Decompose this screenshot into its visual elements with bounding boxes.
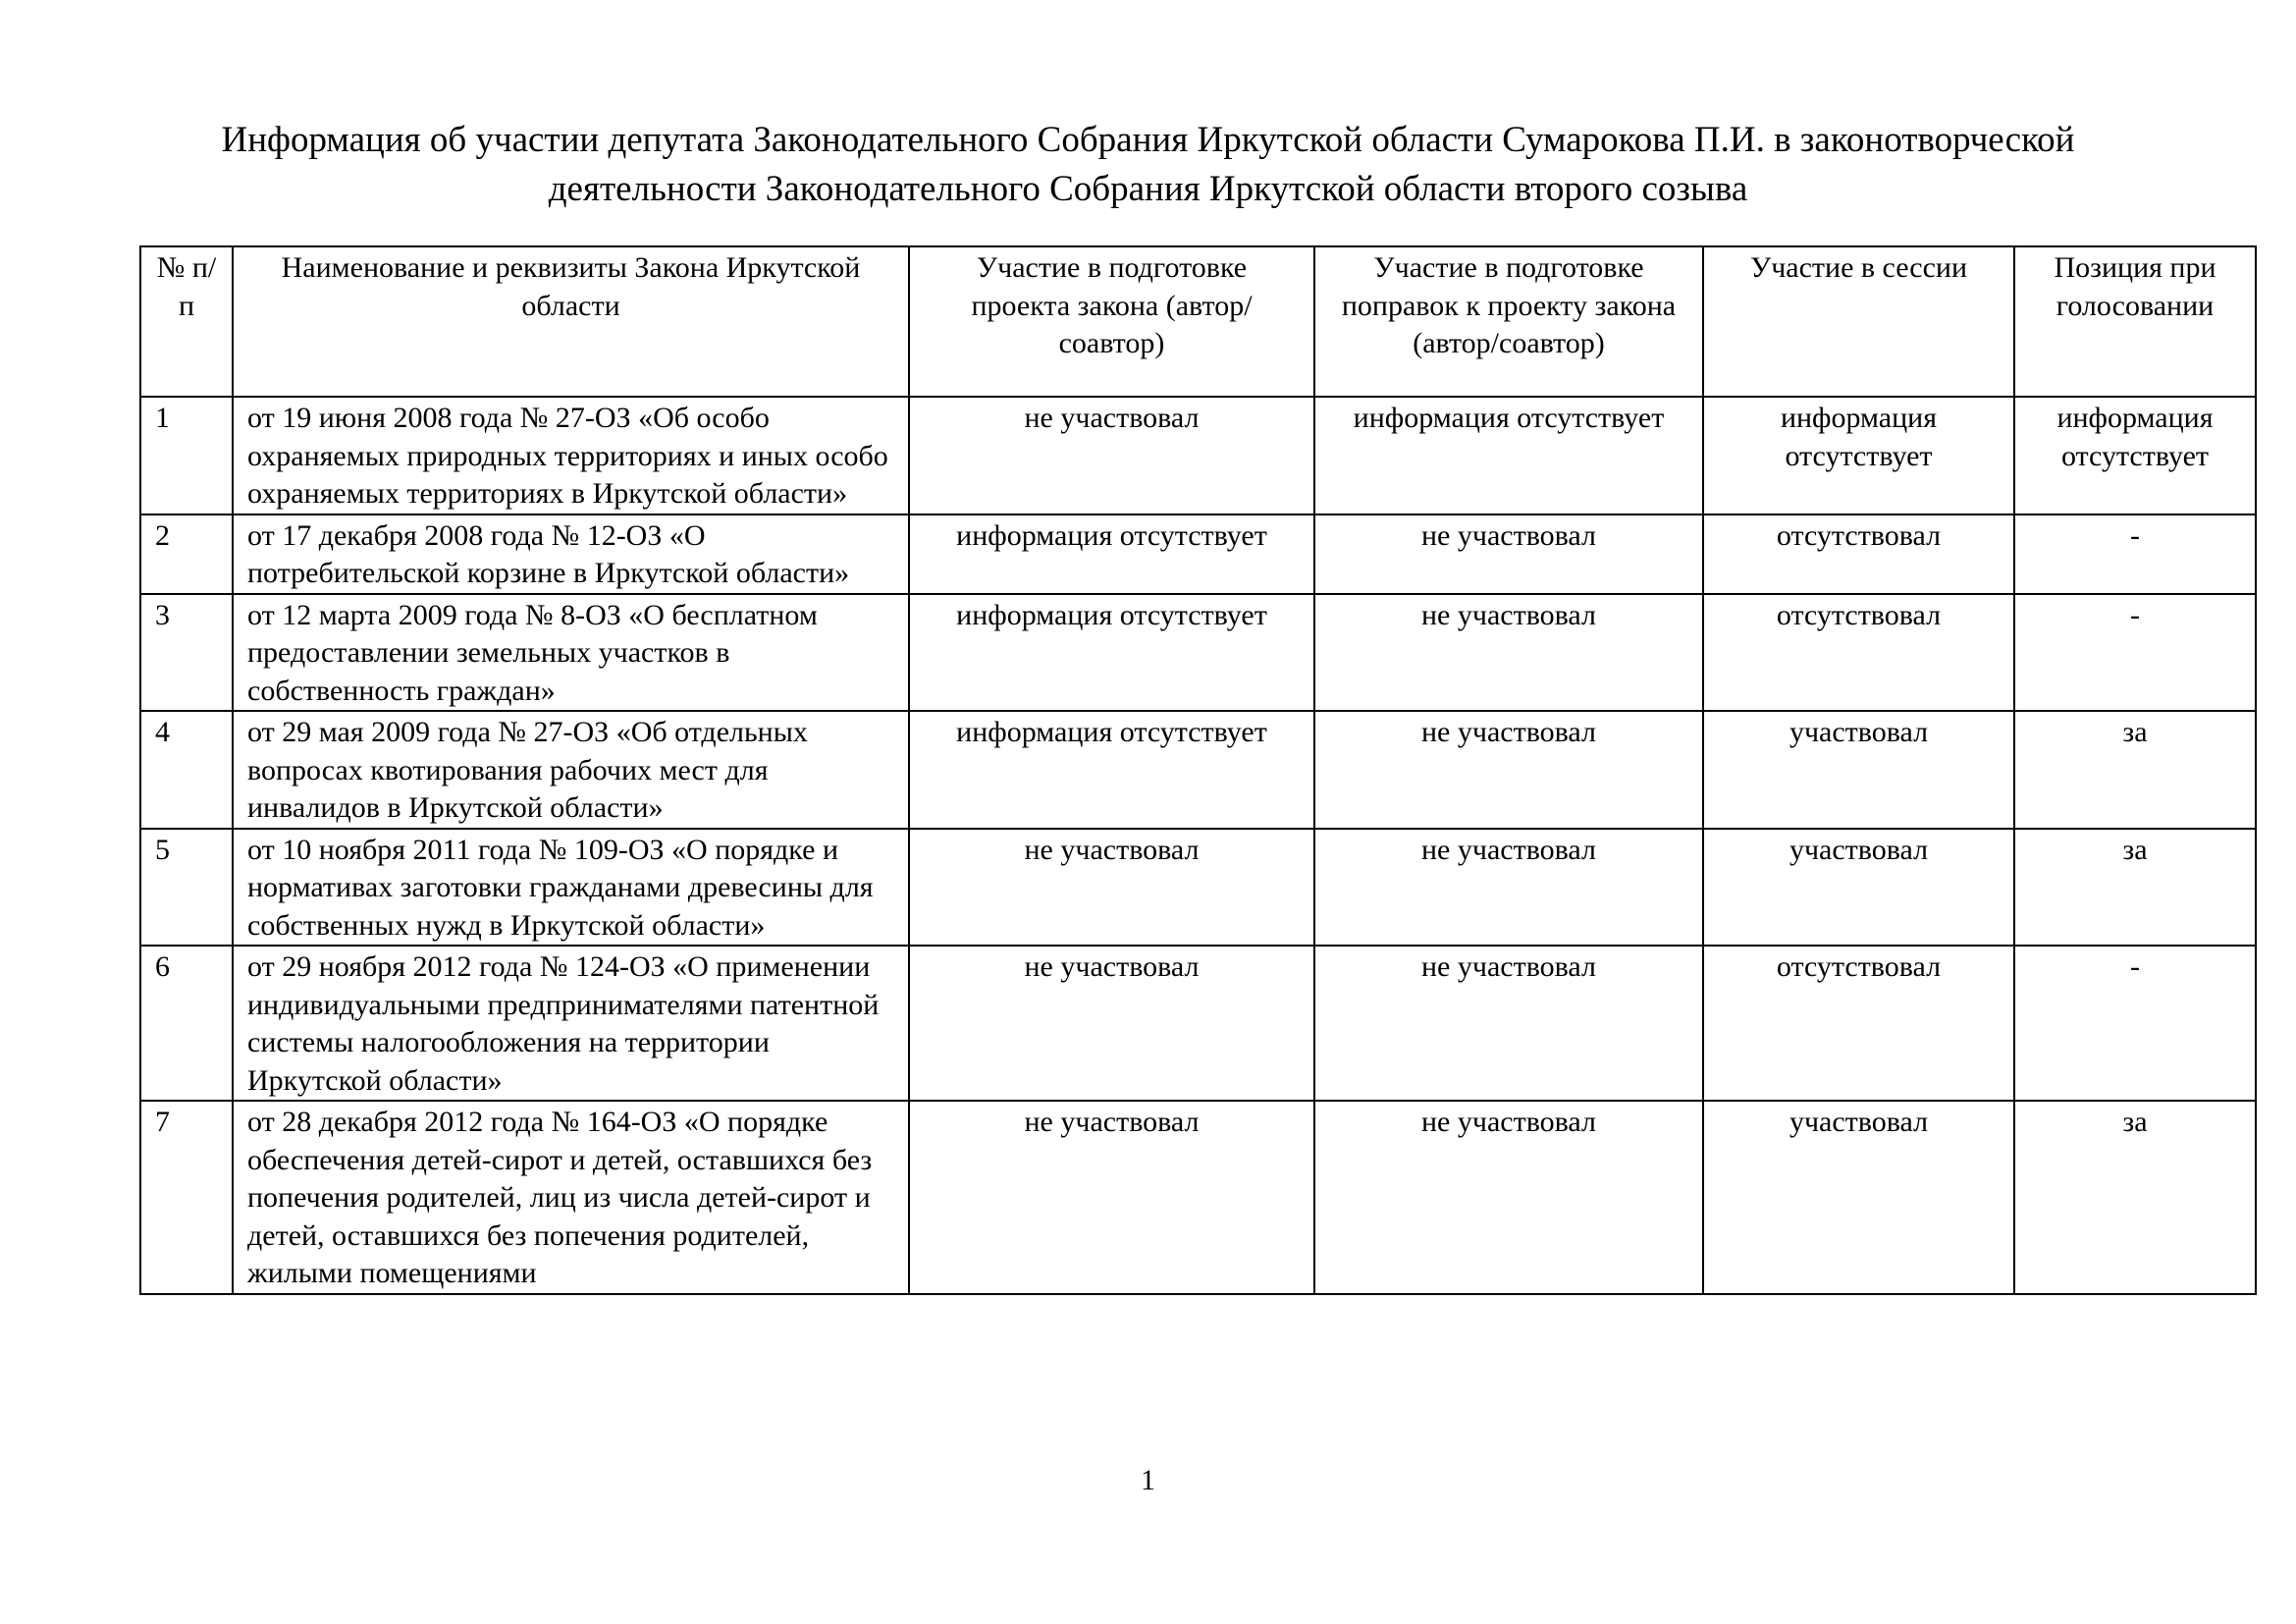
page-number: 1	[1141, 1464, 1155, 1496]
project-participation: не участвовал	[909, 946, 1314, 1101]
table-row	[140, 594, 2256, 712]
document-title	[98, 116, 2198, 214]
table-row	[140, 711, 2256, 829]
title-line-1: Информация об участии депутата Законодательного Собрания Иркутской области Сумарокова П.И. в законотворческой	[221, 120, 2075, 160]
title-line-2: деятельности Законодательного Собрания Иркутской области второго созыва	[548, 169, 1748, 209]
amendments-participation: не участвовал	[1314, 594, 1703, 712]
header-number: № п/п	[140, 246, 233, 397]
session-participation: отсутствовал	[1703, 514, 2014, 594]
amendments-participation: не участвовал	[1314, 711, 1703, 829]
table-header-row	[140, 246, 2256, 397]
table-row	[140, 1101, 2256, 1294]
law-name: от 12 марта 2009 года № 8-ОЗ «О бесплатном предоставлении земельных участков в собственность граждан»	[233, 594, 909, 712]
row-number: 2	[140, 514, 233, 594]
row-number: 7	[140, 1101, 233, 1294]
table-row	[140, 514, 2256, 594]
table-row	[140, 397, 2256, 514]
voting-position: -	[2014, 514, 2256, 594]
session-participation: участвовал	[1703, 1101, 2014, 1294]
project-participation: не участвовал	[909, 1101, 1314, 1294]
laws-table	[139, 245, 2257, 1295]
header-project-participation: Участие в подготовке проекта закона (автор/соавтор)	[909, 246, 1314, 397]
session-participation: информация отсутствует	[1703, 397, 2014, 514]
session-participation: отсутствовал	[1703, 594, 2014, 712]
voting-position: -	[2014, 946, 2256, 1101]
table-row	[140, 829, 2256, 947]
voting-position: -	[2014, 594, 2256, 712]
amendments-participation: не участвовал	[1314, 514, 1703, 594]
law-name: от 17 декабря 2008 года № 12-ОЗ «О потребительской корзине в Иркутской области»	[233, 514, 909, 594]
header-amendments-participation: Участие в подготовке поправок к проекту закона (автор/соавтор)	[1314, 246, 1703, 397]
header-law-name: Наименование и реквизиты Закона Иркутской области	[233, 246, 909, 397]
project-participation: не участвовал	[909, 397, 1314, 514]
voting-position: информация отсутствует	[2014, 397, 2256, 514]
project-participation: информация отсутствует	[909, 514, 1314, 594]
header-voting-position: Позиция при голосовании	[2014, 246, 2256, 397]
amendments-participation: не участвовал	[1314, 946, 1703, 1101]
law-name: от 29 ноября 2012 года № 124-ОЗ «О применении индивидуальными предпринимателями патентной системы налогообложения на территории Иркутской области»	[233, 946, 909, 1101]
header-session-participation: Участие в сессии	[1703, 246, 2014, 397]
voting-position: за	[2014, 829, 2256, 947]
project-participation: информация отсутствует	[909, 711, 1314, 829]
table-row	[140, 946, 2256, 1101]
voting-position: за	[2014, 711, 2256, 829]
amendments-participation: информация отсутствует	[1314, 397, 1703, 514]
session-participation: участвовал	[1703, 711, 2014, 829]
law-name: от 19 июня 2008 года № 27-ОЗ «Об особо охраняемых природных территориях и иных особо охраняемых территориях в Иркутской области»	[233, 397, 909, 514]
law-name: от 10 ноября 2011 года № 109-ОЗ «О порядке и нормативах заготовки гражданами древесины для собственных нужд в Иркутской области»	[233, 829, 909, 947]
row-number: 6	[140, 946, 233, 1101]
amendments-participation: не участвовал	[1314, 1101, 1703, 1294]
project-participation: не участвовал	[909, 829, 1314, 947]
session-participation: отсутствовал	[1703, 946, 2014, 1101]
row-number: 3	[140, 594, 233, 712]
row-number: 1	[140, 397, 233, 514]
law-name: от 29 мая 2009 года № 27-ОЗ «Об отдельных вопросах квотирования рабочих мест для инвалидов в Иркутской области»	[233, 711, 909, 829]
project-participation: информация отсутствует	[909, 594, 1314, 712]
row-number: 4	[140, 711, 233, 829]
voting-position: за	[2014, 1101, 2256, 1294]
row-number: 5	[140, 829, 233, 947]
session-participation: участвовал	[1703, 829, 2014, 947]
amendments-participation: не участвовал	[1314, 829, 1703, 947]
law-name: от 28 декабря 2012 года № 164-ОЗ «О порядке обеспечения детей-сирот и детей, оставшихся без попечения родителей, лиц из числа детей-сирот и детей, оставшихся без попечения родителей, жилыми помещениями	[233, 1101, 909, 1294]
